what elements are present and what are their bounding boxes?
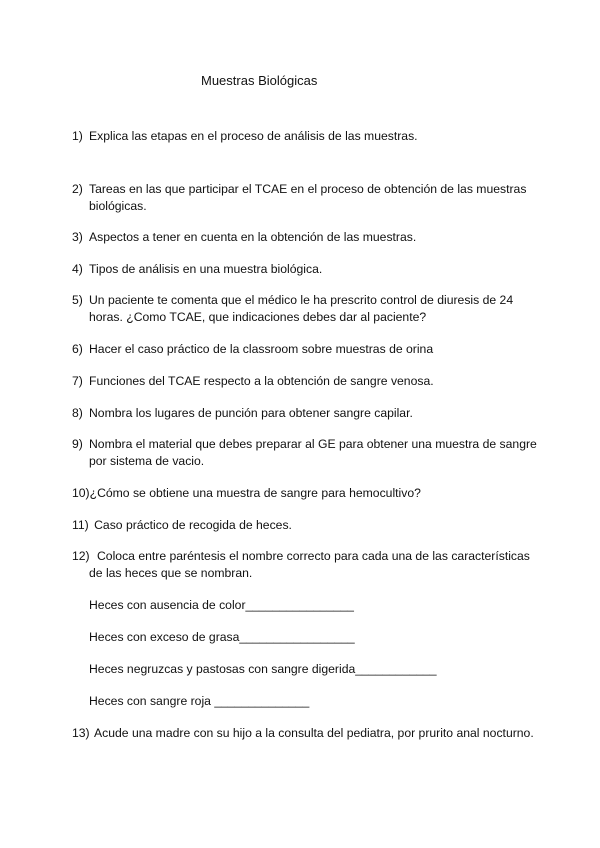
- feces-label: Heces negruzcas y pastosas con sangre digerida: [89, 662, 356, 676]
- question-number: 11): [72, 518, 89, 532]
- question-13: [72, 725, 534, 742]
- question-text: Coloca entre paréntesis el nombre correcto para cada una de las características de las heces que se nombran.: [89, 549, 530, 580]
- question-number: 9): [72, 437, 83, 451]
- question-text: Hacer el caso práctico de la classroom sobre muestras de orina: [89, 342, 434, 356]
- question-7: [72, 373, 542, 390]
- answer-blank[interactable]: ________________: [245, 598, 354, 612]
- feces-label: Heces con sangre roja: [89, 694, 211, 708]
- question-text: Nombra el material que debes preparar al GE para obtener una muestra de sangre por sistema de vacio.: [89, 437, 537, 468]
- question-number: 10): [72, 486, 90, 500]
- feces-item-2: [89, 629, 355, 646]
- question-text: Tareas en las que participar el TCAE en el proceso de obtención de las muestras biológicas.: [89, 182, 527, 213]
- question-text: Tipos de análisis en una muestra biológica.: [89, 262, 323, 276]
- question-10: [72, 485, 421, 502]
- feces-label: Heces con ausencia de color: [89, 598, 246, 612]
- question-8: [72, 405, 542, 422]
- question-5: [72, 292, 542, 326]
- feces-item-4: [89, 693, 309, 710]
- question-2: [72, 181, 542, 215]
- question-number: 8): [72, 406, 83, 420]
- feces-item-1: [89, 597, 354, 614]
- question-number: 5): [72, 293, 83, 307]
- question-9: [72, 436, 542, 470]
- question-number: 6): [72, 342, 83, 356]
- page-title: Muestras Biológicas: [201, 73, 318, 88]
- question-text: Explica las etapas en el proceso de análisis de las muestras.: [89, 129, 418, 143]
- question-number: 13): [72, 726, 90, 740]
- answer-blank[interactable]: ______________: [210, 694, 310, 708]
- question-text: Funciones del TCAE respecto a la obtención de sangre venosa.: [89, 374, 434, 388]
- question-text: ¿Cómo se obtiene una muestra de sangre para hemocultivo?: [89, 486, 421, 500]
- question-number: 7): [72, 374, 83, 388]
- question-number: 4): [72, 262, 83, 276]
- question-6: [72, 341, 542, 358]
- question-1: [72, 128, 542, 145]
- question-text: Caso práctico de recogida de heces.: [94, 518, 292, 532]
- answer-blank[interactable]: ____________: [355, 662, 437, 676]
- question-text: Nombra los lugares de punción para obtener sangre capilar.: [89, 406, 413, 420]
- question-text: Un paciente te comenta que el médico le ha prescrito control de diuresis de 24 horas. ¿Como TCAE, que indicaciones debes dar al paciente?: [89, 293, 514, 324]
- question-number: 1): [72, 129, 83, 143]
- question-number: 2): [72, 182, 83, 196]
- question-text: Aspectos a tener en cuenta en la obtención de las muestras.: [89, 230, 417, 244]
- question-4: [72, 261, 542, 278]
- question-number: 3): [72, 230, 83, 244]
- question-11: [72, 517, 292, 534]
- question-number: 12): [72, 549, 90, 563]
- question-12: [72, 548, 542, 582]
- question-text: Acude una madre con su hijo a la consulta del pediatra, por prurito anal nocturno.: [94, 726, 534, 740]
- answer-blank[interactable]: _________________: [239, 630, 355, 644]
- feces-item-3: [89, 661, 437, 678]
- feces-label: Heces con exceso de grasa: [89, 630, 240, 644]
- question-3: [72, 229, 542, 246]
